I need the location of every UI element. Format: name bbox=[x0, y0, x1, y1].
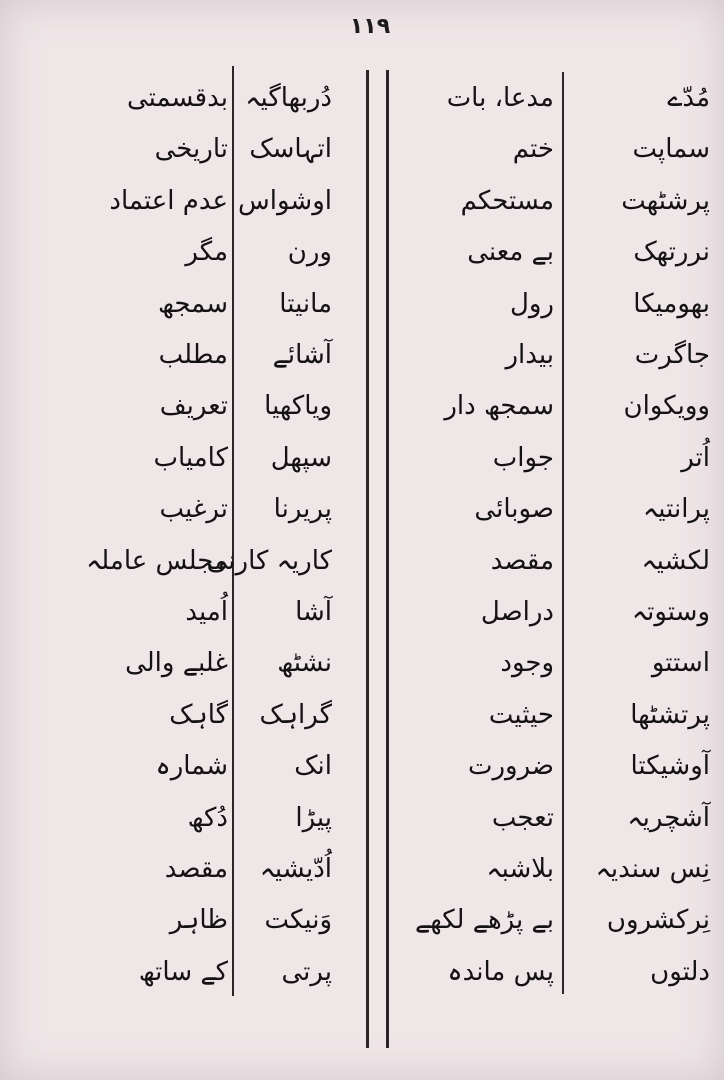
left-section-urdu-meaning: عدم اعتماد bbox=[109, 185, 228, 216]
left-section-hindi-word: مانیتا bbox=[279, 288, 332, 319]
right-section-hindi-word: مُدّے bbox=[667, 83, 710, 113]
right-section-hindi-word: جاگرت bbox=[634, 340, 710, 370]
left-section-hindi-word: آشا bbox=[295, 597, 332, 627]
right-section-hindi-word: پرانتیہ bbox=[643, 494, 710, 525]
left-section-urdu-meaning: شمارہ bbox=[155, 751, 228, 782]
table-row bbox=[0, 689, 724, 741]
table-row bbox=[0, 226, 724, 278]
left-section-hindi-word: پریرنا bbox=[273, 494, 332, 525]
table-row bbox=[0, 175, 724, 227]
left-section-hindi-word: ورن bbox=[287, 237, 332, 268]
right-section-hindi-word: پرشٹھت bbox=[621, 185, 710, 216]
left-section-hindi-word: انک bbox=[294, 751, 332, 782]
right-section-urdu-meaning: مقصد bbox=[490, 545, 554, 576]
left-section-urdu-meaning: تعریف bbox=[159, 391, 228, 422]
right-section-urdu-meaning: پس ماندہ bbox=[447, 956, 554, 987]
right-section-urdu-meaning: صوبائی bbox=[474, 494, 554, 525]
left-section-hindi-word: نشٹھ bbox=[277, 648, 332, 679]
right-section-urdu-meaning: بیدار bbox=[505, 340, 554, 370]
left-section-urdu-meaning: سمجھ bbox=[157, 288, 228, 319]
table-row bbox=[0, 123, 724, 175]
right-section-hindi-word: بھومیکا bbox=[633, 288, 710, 319]
right-section-urdu-meaning: سمجھ دار bbox=[444, 391, 554, 422]
table-row bbox=[0, 637, 724, 689]
left-section-urdu-meaning: مجلس عاملہ bbox=[86, 545, 228, 576]
right-section-hindi-word: نررتھک bbox=[633, 237, 710, 268]
right-section-urdu-meaning: بے معنی bbox=[467, 237, 554, 268]
left-section-urdu-meaning: تاریخی bbox=[154, 134, 228, 165]
right-section-hindi-word: آشچریہ bbox=[627, 802, 710, 833]
left-section-hindi-word: ویاکھیا bbox=[264, 391, 332, 422]
right-section-hindi-word: نِس سندیہ bbox=[595, 854, 710, 884]
right-section-hindi-word: دلتوں bbox=[650, 956, 710, 987]
table-row bbox=[0, 483, 724, 535]
table-row bbox=[0, 946, 724, 998]
table-row bbox=[0, 329, 724, 381]
right-section-urdu-meaning: ختم bbox=[512, 134, 554, 165]
table-row bbox=[0, 432, 724, 484]
right-section-hindi-word: پرتشٹھا bbox=[630, 699, 710, 730]
table-row bbox=[0, 792, 724, 844]
table-row bbox=[0, 894, 724, 946]
right-section-urdu-meaning: مستحکم bbox=[460, 185, 554, 216]
left-section-hindi-word: اُدّیشیہ bbox=[259, 854, 332, 884]
right-section-urdu-meaning: بلاشبہ bbox=[486, 854, 554, 884]
table-row bbox=[0, 380, 724, 432]
left-section-hindi-word: وَنیکت bbox=[264, 905, 332, 936]
left-section-urdu-meaning: اُمید bbox=[185, 597, 228, 627]
right-section-hindi-word: لکشیہ bbox=[641, 545, 710, 576]
left-section-urdu-meaning: کامیاب bbox=[153, 442, 228, 473]
right-section-hindi-word: استتو bbox=[651, 648, 710, 679]
left-section-urdu-meaning: ترغیب bbox=[159, 494, 228, 525]
left-section-hindi-word: اوشواس bbox=[238, 185, 332, 216]
left-section-hindi-word: پرتی bbox=[281, 956, 332, 987]
left-section-hindi-word: کاریہ کارنی bbox=[206, 545, 332, 576]
left-section-urdu-meaning: مگر bbox=[185, 237, 228, 268]
right-section-urdu-meaning: دراصل bbox=[480, 597, 554, 627]
left-section-urdu-meaning: کے ساتھ bbox=[138, 956, 228, 987]
right-section-urdu-meaning: جواب bbox=[492, 442, 554, 473]
right-section-urdu-meaning: مدعا، بات bbox=[446, 83, 554, 113]
left-section-hindi-word: گراہک bbox=[259, 699, 332, 730]
left-section-hindi-word: دُربھاگیہ bbox=[245, 83, 332, 113]
right-section-hindi-word: اُتر bbox=[681, 442, 710, 473]
right-section-hindi-word: وویکوان bbox=[623, 391, 710, 422]
right-section-hindi-word: سماپت bbox=[632, 134, 710, 165]
left-section-urdu-meaning: بدقسمتی bbox=[126, 83, 228, 113]
right-section-urdu-meaning: رول bbox=[509, 288, 554, 319]
left-section-urdu-meaning: غلبے والی bbox=[125, 648, 228, 679]
table-row bbox=[0, 278, 724, 330]
left-section-urdu-meaning: دُکھ bbox=[187, 802, 228, 833]
page-number: ۱۱۹ bbox=[349, 14, 391, 39]
table-row bbox=[0, 843, 724, 895]
left-section-urdu-meaning: ظاہر bbox=[169, 905, 228, 936]
left-section-urdu-meaning: گاہک bbox=[169, 699, 228, 730]
right-section-hindi-word: آوشیکتا bbox=[630, 751, 710, 782]
right-section-urdu-meaning: ضرورت bbox=[467, 751, 554, 782]
left-section-hindi-word: آشائے bbox=[272, 340, 332, 370]
right-section-urdu-meaning: بے پڑھے لکھے bbox=[414, 905, 554, 936]
right-section-urdu-meaning: حیثیت bbox=[488, 699, 554, 730]
right-section-urdu-meaning: تعجب bbox=[491, 802, 554, 833]
left-section-hindi-word: پیڑا bbox=[295, 802, 332, 833]
table-row bbox=[0, 740, 724, 792]
right-section-urdu-meaning: وجود bbox=[500, 648, 554, 679]
right-section-hindi-word: نِرکشروں bbox=[606, 905, 710, 936]
table-row bbox=[0, 586, 724, 638]
table-row bbox=[0, 535, 724, 587]
left-section-urdu-meaning: مطلب bbox=[158, 340, 228, 370]
left-section-urdu-meaning: مقصد bbox=[164, 854, 228, 884]
left-section-hindi-word: سپھل bbox=[270, 442, 332, 473]
right-section-hindi-word: وستوتہ bbox=[631, 597, 710, 627]
left-section-hindi-word: اتہاسک bbox=[249, 134, 332, 165]
table-row bbox=[0, 72, 724, 124]
